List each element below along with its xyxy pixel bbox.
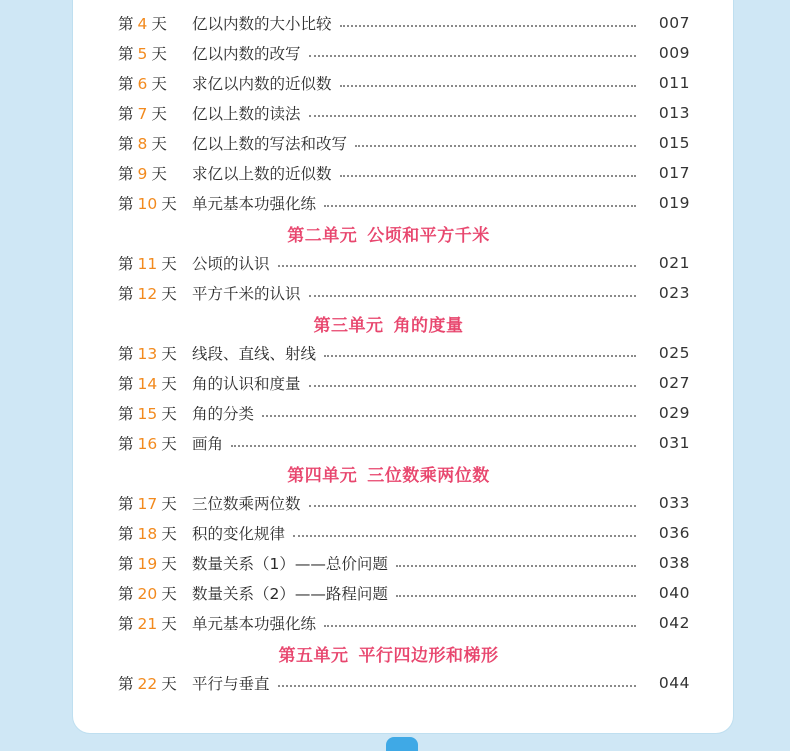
day-prefix: 第 <box>118 15 134 33</box>
entry-title: 角的分类 <box>192 405 255 423</box>
day-prefix: 第 <box>118 165 134 183</box>
dot-leader <box>278 685 636 687</box>
toc-entry[interactable] <box>118 68 690 98</box>
day-label <box>118 672 192 694</box>
page-number: 038 <box>658 554 690 572</box>
page-number: 031 <box>658 434 690 452</box>
unit-name: 公顷和平方千米 <box>367 225 490 246</box>
toc-entry[interactable] <box>118 128 690 158</box>
entry-title: 平方千米的认识 <box>192 285 301 303</box>
day-label <box>118 192 192 214</box>
entry-title: 单元基本功强化练 <box>192 615 317 633</box>
day-number: 11 <box>137 255 158 273</box>
day-suffix: 天 <box>161 345 177 363</box>
day-prefix: 第 <box>118 495 134 513</box>
day-suffix: 天 <box>161 615 177 633</box>
day-suffix: 天 <box>161 585 177 603</box>
day-number: 14 <box>137 375 158 393</box>
day-label <box>118 492 192 514</box>
day-prefix: 第 <box>118 525 134 543</box>
unit-name: 角的度量 <box>393 315 464 336</box>
unit-heading <box>118 308 659 338</box>
day-suffix: 天 <box>161 195 177 213</box>
toc-entry[interactable] <box>118 8 690 38</box>
day-number: 5 <box>137 45 148 63</box>
day-suffix: 天 <box>151 165 167 183</box>
dot-leader <box>355 145 636 147</box>
page-number: 044 <box>658 674 690 692</box>
dot-leader <box>340 85 636 87</box>
day-suffix: 天 <box>161 495 177 513</box>
unit-number: 第四单元 <box>287 465 358 486</box>
toc-entry[interactable] <box>118 278 690 308</box>
page-number: 015 <box>658 134 690 152</box>
toc-entry[interactable] <box>118 98 690 128</box>
entry-title: 线段、直线、射线 <box>192 345 317 363</box>
unit-heading <box>118 638 659 668</box>
toc-entry[interactable] <box>118 188 690 218</box>
dot-leader <box>309 505 636 507</box>
day-number: 18 <box>137 525 158 543</box>
page-number: 023 <box>658 284 690 302</box>
entry-title: 积的变化规律 <box>192 525 286 543</box>
entry-title: 平行与垂直 <box>192 675 270 693</box>
unit-heading <box>118 458 659 488</box>
day-prefix: 第 <box>118 255 134 273</box>
dot-leader <box>396 565 636 567</box>
day-label <box>118 522 192 544</box>
day-number: 8 <box>137 135 148 153</box>
cut-off-entry <box>118 0 678 2</box>
day-suffix: 天 <box>161 255 177 273</box>
day-suffix: 天 <box>161 285 177 303</box>
day-prefix: 第 <box>118 345 134 363</box>
toc-entry[interactable] <box>118 158 690 188</box>
unit-name: 三位数乘两位数 <box>367 465 490 486</box>
day-label <box>118 132 192 154</box>
dot-leader <box>278 265 636 267</box>
toc-entry[interactable] <box>118 608 690 638</box>
dot-leader <box>262 415 636 417</box>
day-prefix: 第 <box>118 555 134 573</box>
page-number: 040 <box>658 584 690 602</box>
page-number: 019 <box>658 194 690 212</box>
entry-title: 求亿以上数的近似数 <box>192 165 332 183</box>
day-label <box>118 102 192 124</box>
day-number: 17 <box>137 495 158 513</box>
day-number: 4 <box>137 15 148 33</box>
dot-leader <box>396 595 636 597</box>
day-suffix: 天 <box>161 405 177 423</box>
day-number: 6 <box>137 75 148 93</box>
toc-entry[interactable] <box>118 518 690 548</box>
entry-title: 角的认识和度量 <box>192 375 301 393</box>
day-label <box>118 582 192 604</box>
entry-title: 求亿以内数的近似数 <box>192 75 332 93</box>
day-number: 9 <box>137 165 148 183</box>
entry-title: 数量关系（1）——总价问题 <box>192 555 388 573</box>
entry-title: 单元基本功强化练 <box>192 195 317 213</box>
toc-entry[interactable] <box>118 38 690 68</box>
entry-title: 画角 <box>192 435 224 453</box>
page-number-tab <box>386 737 418 751</box>
page-number: 017 <box>658 164 690 182</box>
day-label <box>118 252 192 274</box>
day-prefix: 第 <box>118 585 134 603</box>
day-label <box>118 162 192 184</box>
day-label <box>118 282 192 304</box>
dot-leader <box>309 295 636 297</box>
dot-leader <box>340 25 636 27</box>
day-prefix: 第 <box>118 675 134 693</box>
dot-leader <box>309 385 636 387</box>
day-label <box>118 612 192 634</box>
table-of-contents <box>118 8 690 698</box>
day-number: 15 <box>137 405 158 423</box>
day-prefix: 第 <box>118 195 134 213</box>
day-label <box>118 12 192 34</box>
entry-title: 数量关系（2）——路程问题 <box>192 585 388 603</box>
toc-entry[interactable] <box>118 428 690 458</box>
entry-title: 亿以上数的写法和改写 <box>192 135 348 153</box>
day-suffix: 天 <box>151 45 167 63</box>
day-suffix: 天 <box>151 75 167 93</box>
dot-leader <box>309 55 636 57</box>
dot-leader <box>324 625 636 627</box>
entry-title: 公顷的认识 <box>192 255 270 273</box>
day-number: 20 <box>137 585 158 603</box>
day-prefix: 第 <box>118 105 134 123</box>
day-label <box>118 42 192 64</box>
day-prefix: 第 <box>118 285 134 303</box>
day-label <box>118 72 192 94</box>
page-number: 042 <box>658 614 690 632</box>
unit-number: 第三单元 <box>313 315 384 336</box>
day-label <box>118 402 192 424</box>
toc-entry[interactable] <box>118 368 690 398</box>
day-suffix: 天 <box>161 555 177 573</box>
toc-entry[interactable] <box>118 398 690 428</box>
entry-title: 亿以上数的读法 <box>192 105 301 123</box>
page-number: 036 <box>658 524 690 542</box>
day-prefix: 第 <box>118 135 134 153</box>
day-number: 22 <box>137 675 158 693</box>
page-number: 013 <box>658 104 690 122</box>
day-number: 19 <box>137 555 158 573</box>
toc-entry[interactable] <box>118 248 690 278</box>
page-number: 009 <box>658 44 690 62</box>
dot-leader <box>324 205 636 207</box>
toc-entry[interactable] <box>118 548 690 578</box>
day-number: 21 <box>137 615 158 633</box>
entry-title: 亿以内数的大小比较 <box>192 15 332 33</box>
day-prefix: 第 <box>118 435 134 453</box>
page-number: 027 <box>658 374 690 392</box>
day-suffix: 天 <box>161 525 177 543</box>
day-prefix: 第 <box>118 75 134 93</box>
dot-leader <box>231 445 636 447</box>
day-prefix: 第 <box>118 375 134 393</box>
dot-leader <box>309 115 636 117</box>
page-number: 011 <box>658 74 690 92</box>
day-suffix: 天 <box>151 135 167 153</box>
day-label <box>118 432 192 454</box>
unit-number: 第二单元 <box>287 225 358 246</box>
day-number: 7 <box>137 105 148 123</box>
day-number: 16 <box>137 435 158 453</box>
page-number: 007 <box>658 14 690 32</box>
day-label <box>118 372 192 394</box>
toc-entry[interactable] <box>118 338 690 368</box>
day-suffix: 天 <box>161 675 177 693</box>
unit-heading <box>118 218 659 248</box>
page-number: 025 <box>658 344 690 362</box>
day-prefix: 第 <box>118 405 134 423</box>
page-number: 033 <box>658 494 690 512</box>
entry-title: 三位数乘两位数 <box>192 495 301 513</box>
day-number: 13 <box>137 345 158 363</box>
toc-entry[interactable] <box>118 578 690 608</box>
toc-entry[interactable] <box>118 488 690 518</box>
day-suffix: 天 <box>161 375 177 393</box>
dot-leader <box>293 535 636 537</box>
dot-leader <box>340 175 636 177</box>
unit-number: 第五单元 <box>278 645 349 666</box>
day-suffix: 天 <box>151 15 167 33</box>
entry-title: 亿以内数的改写 <box>192 45 301 63</box>
day-prefix: 第 <box>118 615 134 633</box>
day-label <box>118 552 192 574</box>
page-number: 021 <box>658 254 690 272</box>
unit-name: 平行四边形和梯形 <box>358 645 499 666</box>
page-number: 029 <box>658 404 690 422</box>
toc-entry[interactable] <box>118 668 690 698</box>
day-prefix: 第 <box>118 45 134 63</box>
day-suffix: 天 <box>151 105 167 123</box>
dot-leader <box>324 355 636 357</box>
day-suffix: 天 <box>161 435 177 453</box>
day-number: 12 <box>137 285 158 303</box>
day-number: 10 <box>137 195 158 213</box>
day-label <box>118 342 192 364</box>
